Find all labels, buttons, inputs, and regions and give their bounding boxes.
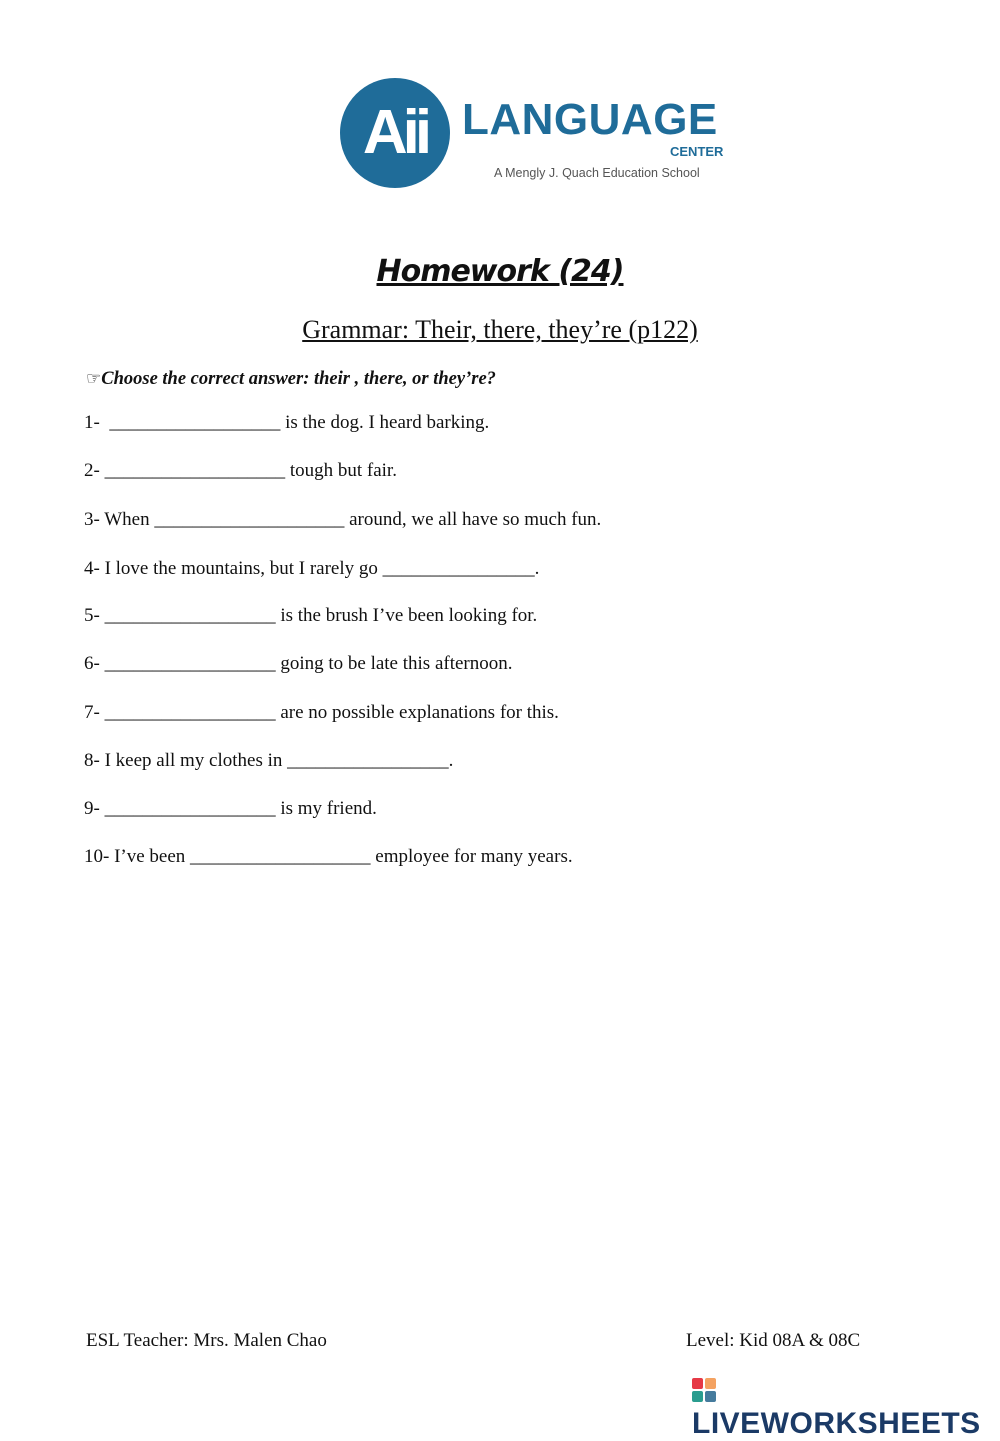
logo-name: LANGUAGE	[462, 95, 718, 144]
logo-center-text: CENTER	[670, 144, 724, 159]
liveworksheets-watermark	[692, 1373, 1000, 1441]
class-level: Level: Kid 08A & 08C	[686, 1330, 861, 1351]
question-6: 6- __________________ going to be late this afternoon.	[84, 653, 513, 674]
question-4: 4- I love the mountains, but I rarely go ________________.	[84, 558, 540, 579]
question-3: 3- When ____________________ around, we all have so much fun.	[84, 509, 602, 530]
liveworksheets-icon	[692, 1378, 716, 1402]
question-2: 2- ___________________ tough but fair.	[84, 460, 397, 481]
page-title: Homework (24)	[376, 254, 624, 289]
question-1: 1- __________________ is the dog. I heard barking.	[84, 412, 490, 433]
page-subtitle: Grammar: Their, there, they’re (p122)	[302, 315, 698, 344]
teacher-name: ESL Teacher: Mrs. Malen Chao	[86, 1330, 327, 1351]
pointing-hand-icon: ☞	[86, 369, 102, 388]
instruction	[86, 369, 496, 390]
question-5: 5- __________________ is the brush I’ve been looking for.	[84, 605, 538, 626]
question-8: 8- I keep all my clothes in _________________.	[84, 750, 454, 771]
question-10: 10- I’ve been ___________________ employee for many years.	[84, 846, 573, 867]
school-logo	[340, 78, 724, 193]
liveworksheets-text: LIVEWORKSHEETS	[692, 1407, 981, 1440]
instruction-text: Choose the correct answer: their , there, or they’re?	[101, 369, 496, 389]
question-7: 7- __________________ are no possible explanations for this.	[84, 702, 559, 723]
logo-mark: Aii	[340, 78, 450, 188]
question-9: 9- __________________ is my friend.	[84, 798, 377, 819]
logo-tagline: A Mengly J. Quach Education School	[494, 166, 700, 180]
